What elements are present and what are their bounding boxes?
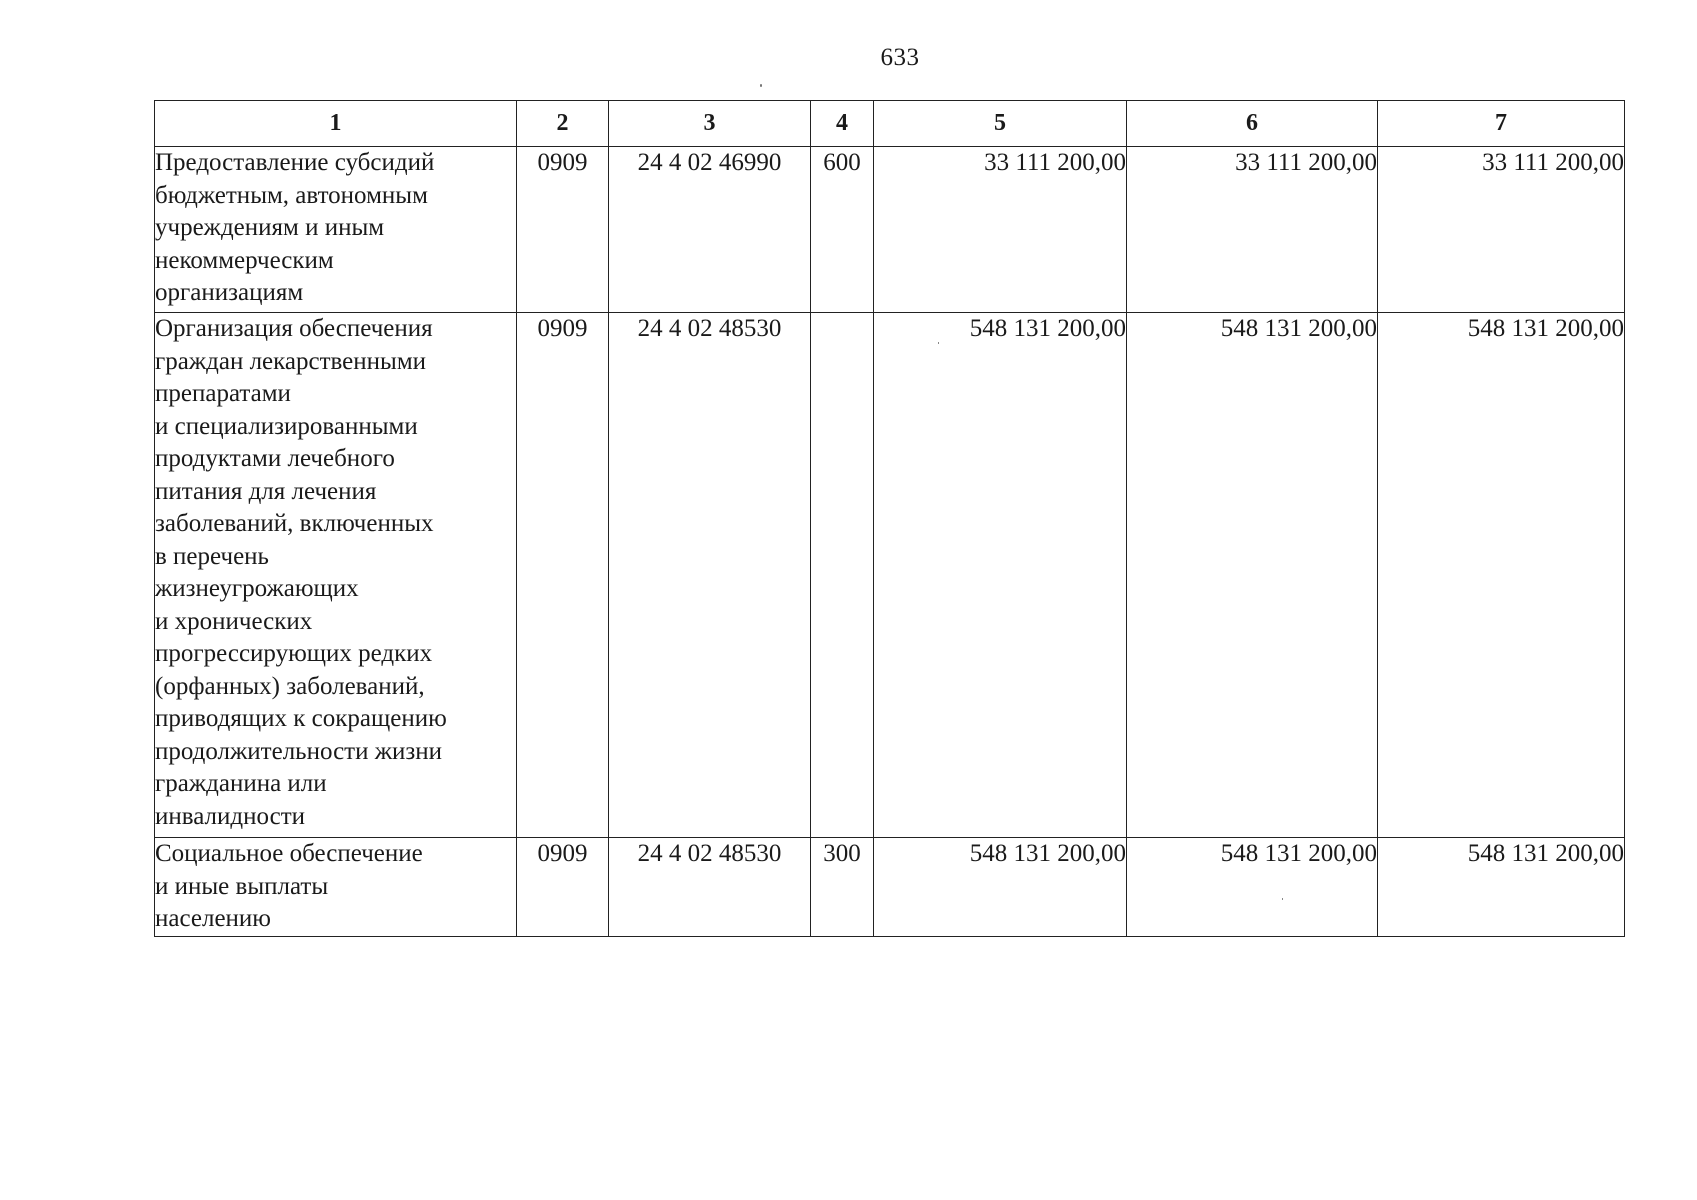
description-line: (орфанных) заболеваний, bbox=[155, 672, 425, 700]
description-line: питания для лечения bbox=[155, 477, 377, 505]
description-line: и специализированными bbox=[155, 412, 418, 440]
description-line: населению bbox=[155, 905, 271, 932]
column-header-6: 6 bbox=[1127, 101, 1378, 147]
target-article-cell: 24 4 02 46990 bbox=[609, 147, 811, 313]
target-article-cell: 24 4 02 48530 bbox=[609, 313, 811, 838]
description-line: инвалидности bbox=[155, 802, 306, 830]
description-line: бюджетным, автономным bbox=[155, 181, 428, 209]
scan-speck bbox=[760, 84, 762, 87]
table-row bbox=[155, 313, 1625, 838]
section-code-cell: 0909 bbox=[517, 147, 609, 313]
description-line: и хронических bbox=[155, 607, 313, 635]
description-line: и иные выплаты bbox=[155, 872, 329, 900]
description-line: заболеваний, включенных bbox=[155, 510, 434, 537]
column-header-5: 5 bbox=[874, 101, 1127, 147]
amount-cell-5: 548 131 200,00 bbox=[874, 838, 1127, 937]
column-header-2: 2 bbox=[517, 101, 609, 147]
table-row bbox=[155, 147, 1625, 313]
expense-type-cell: 600 bbox=[811, 147, 874, 313]
description-cell bbox=[155, 838, 517, 937]
description-line: организациям bbox=[155, 279, 304, 306]
amount-cell-6: 548 131 200,00 bbox=[1127, 838, 1378, 937]
column-header-1: 1 bbox=[155, 101, 517, 147]
description-line: препаратами bbox=[155, 380, 291, 407]
budget-table bbox=[154, 100, 1625, 937]
amount-cell-6: 33 111 200,00 bbox=[1127, 147, 1378, 313]
description-line: учреждениям и иным bbox=[155, 214, 385, 241]
column-header-3: 3 bbox=[609, 101, 811, 147]
description-line: Организация обеспечения bbox=[155, 315, 433, 342]
section-code-cell: 0909 bbox=[517, 838, 609, 937]
description-line: прогрессирующих редких bbox=[155, 640, 433, 667]
description-line: Предоставление субсидий bbox=[155, 149, 435, 176]
description-line: продолжительности жизни bbox=[155, 737, 443, 765]
expense-type-cell: 300 bbox=[811, 838, 874, 937]
amount-cell-5: 33 111 200,00 bbox=[874, 147, 1127, 313]
description-cell bbox=[155, 147, 517, 313]
column-header-4: 4 bbox=[811, 101, 874, 147]
table-row bbox=[155, 838, 1625, 937]
header-row bbox=[155, 101, 1625, 147]
amount-cell-7: 548 131 200,00 bbox=[1378, 838, 1625, 937]
description-line: приводящих к сокращению bbox=[155, 705, 447, 732]
description-cell bbox=[155, 313, 517, 838]
amount-cell-7: 33 111 200,00 bbox=[1378, 147, 1625, 313]
target-article-cell: 24 4 02 48530 bbox=[609, 838, 811, 937]
description-line: жизнеугрожающих bbox=[155, 575, 359, 602]
section-code-cell: 0909 bbox=[517, 313, 609, 838]
description-line: Социальное обеспечение bbox=[155, 840, 423, 867]
column-header-7: 7 bbox=[1378, 101, 1625, 147]
description-line: в перечень bbox=[155, 542, 269, 570]
amount-cell-6: 548 131 200,00 bbox=[1127, 313, 1378, 838]
amount-cell-5: 548 131 200,00 bbox=[874, 313, 1127, 838]
description-line: некоммерческим bbox=[155, 246, 334, 274]
amount-cell-7: 548 131 200,00 bbox=[1378, 313, 1625, 838]
description-line: гражданина или bbox=[155, 770, 327, 797]
description-line: продуктами лечебного bbox=[155, 445, 395, 472]
description-line: граждан лекарственными bbox=[155, 347, 427, 375]
page-number: 633 bbox=[880, 44, 920, 71]
expense-type-cell bbox=[811, 313, 874, 838]
